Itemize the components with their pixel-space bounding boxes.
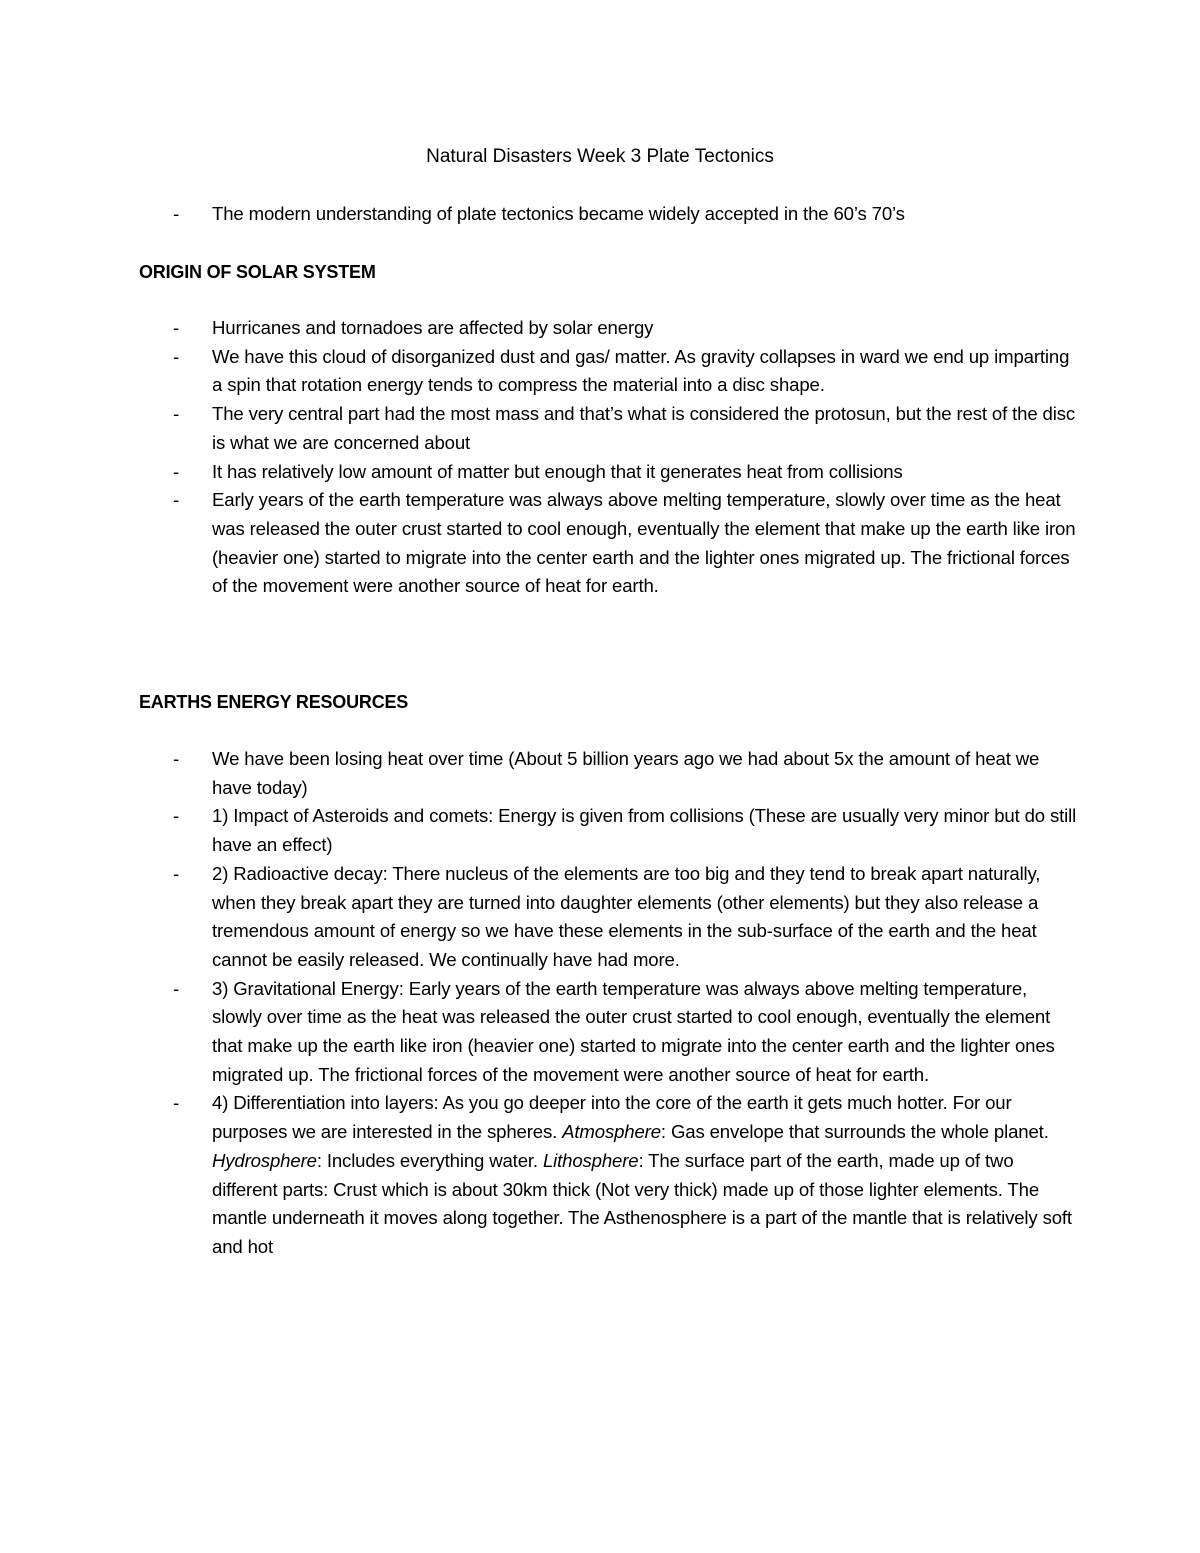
bullet-text: It has relatively low amount of matter but enough that it generates heat from collisions [212,460,903,482]
list-item [139,458,1079,487]
list-item [139,802,1079,859]
definition-atmosphere: : Gas envelope that surrounds the whole planet. [660,1121,1049,1143]
bullet-text: We have this cloud of disorganized dust and gas/ matter. As gravity collapses in ward we end up imparting a spin that rotation energy tends to compress the material into a disc shape. [212,345,1070,396]
bullet-text: The modern understanding of plate tectonics became widely accepted in the 60’s 70’s [212,203,905,224]
list-item [139,745,1079,802]
bullet-dash: - [173,203,180,224]
bullet-dash: - [173,748,180,769]
list-item [139,486,1079,601]
bullet-dash: - [173,1092,180,1114]
definition-hydrosphere: : Includes everything water. [316,1149,543,1171]
bullet-dash: - [173,345,180,367]
section-heading-energy: EARTHS ENERGY RESOURCES [139,692,409,712]
list-item [139,343,1079,400]
bullet-dash: - [173,977,180,999]
term-hydrosphere: Hydrosphere [212,1149,317,1171]
bullet-dash: - [173,403,180,425]
bullet-text: Hurricanes and tornadoes are affected by solar energy [212,317,654,338]
section-heading-origin: ORIGIN OF SOLAR SYSTEM [139,262,376,282]
term-lithosphere: Lithosphere [542,1149,639,1171]
bullet-text: 2) Radioactive decay: There nucleus of the elements are too big and they tend to break apart naturally, when they break apart they are turned into daughter elements (other elements) but they also release a tremendous amount of energy so we have these elements in the sub-surface of the earth and the heat cannot be easily released. We continually have had more. [212,862,1041,970]
term-atmosphere: Atmosphere [562,1121,661,1143]
document-title: Natural Disasters Week 3 Plate Tectonics [426,146,774,167]
intro-list [139,200,1079,229]
definition-lithosphere: : The surface part of the earth, made up of two different parts: Crust which is about 30km thick (Not very thick) made up of those lighter elements. The mantle underneath it moves along together. The Asthenosphere is a part of the mantle that is relatively soft and hot [212,1149,1072,1257]
bullet-text: 3) Gravitational Energy: Early years of the earth temperature was always above melting temperature, slowly over time as the heat was released the outer crust started to cool enough, eventually the element that make up the earth like iron (heavier one) started to migrate into the center earth and the lighter ones migrated up. The frictional forces of the movement were another source of heat for earth. [212,977,1055,1085]
list-item [139,975,1079,1090]
bullet-text: Early years of the earth temperature was always above melting temperature, slowly over time as the heat was released the outer crust started to cool enough, eventually the element that make up the earth like iron (heavier one) started to migrate into the center earth and the lighter ones migrated up. The frictional forces of the movement were another source of heat for earth. [212,489,1076,597]
list-item [139,1089,1079,1261]
origin-bullet-list [139,314,1079,601]
list-item [139,860,1079,975]
bullet-text: The very central part had the most mass and that’s what is considered the protosun, but the rest of the disc is what we are concerned about [212,403,1075,453]
bullet-text-lead: 4) Differentiation into layers: As you go deeper into the core of the earth it gets much hotter. For our purposes we are interested in the spheres. [212,1092,1012,1143]
bullet-dash: - [173,805,180,827]
bullet-text: We have been losing heat over time (About 5 billion years ago we had about 5x the amount of heat we have today) [212,748,1040,798]
bullet-dash: - [173,489,180,511]
list-item [139,400,1079,457]
list-item [139,314,1079,343]
bullet-dash: - [173,317,180,338]
energy-bullet-list [139,745,1079,1262]
bullet-text: 1) Impact of Asteroids and comets: Energy is given from collisions (These are usually very minor but do still have an effect) [212,805,1077,856]
intro-bullet [139,200,1079,229]
bullet-dash: - [173,460,180,482]
bullet-dash: - [173,862,180,884]
